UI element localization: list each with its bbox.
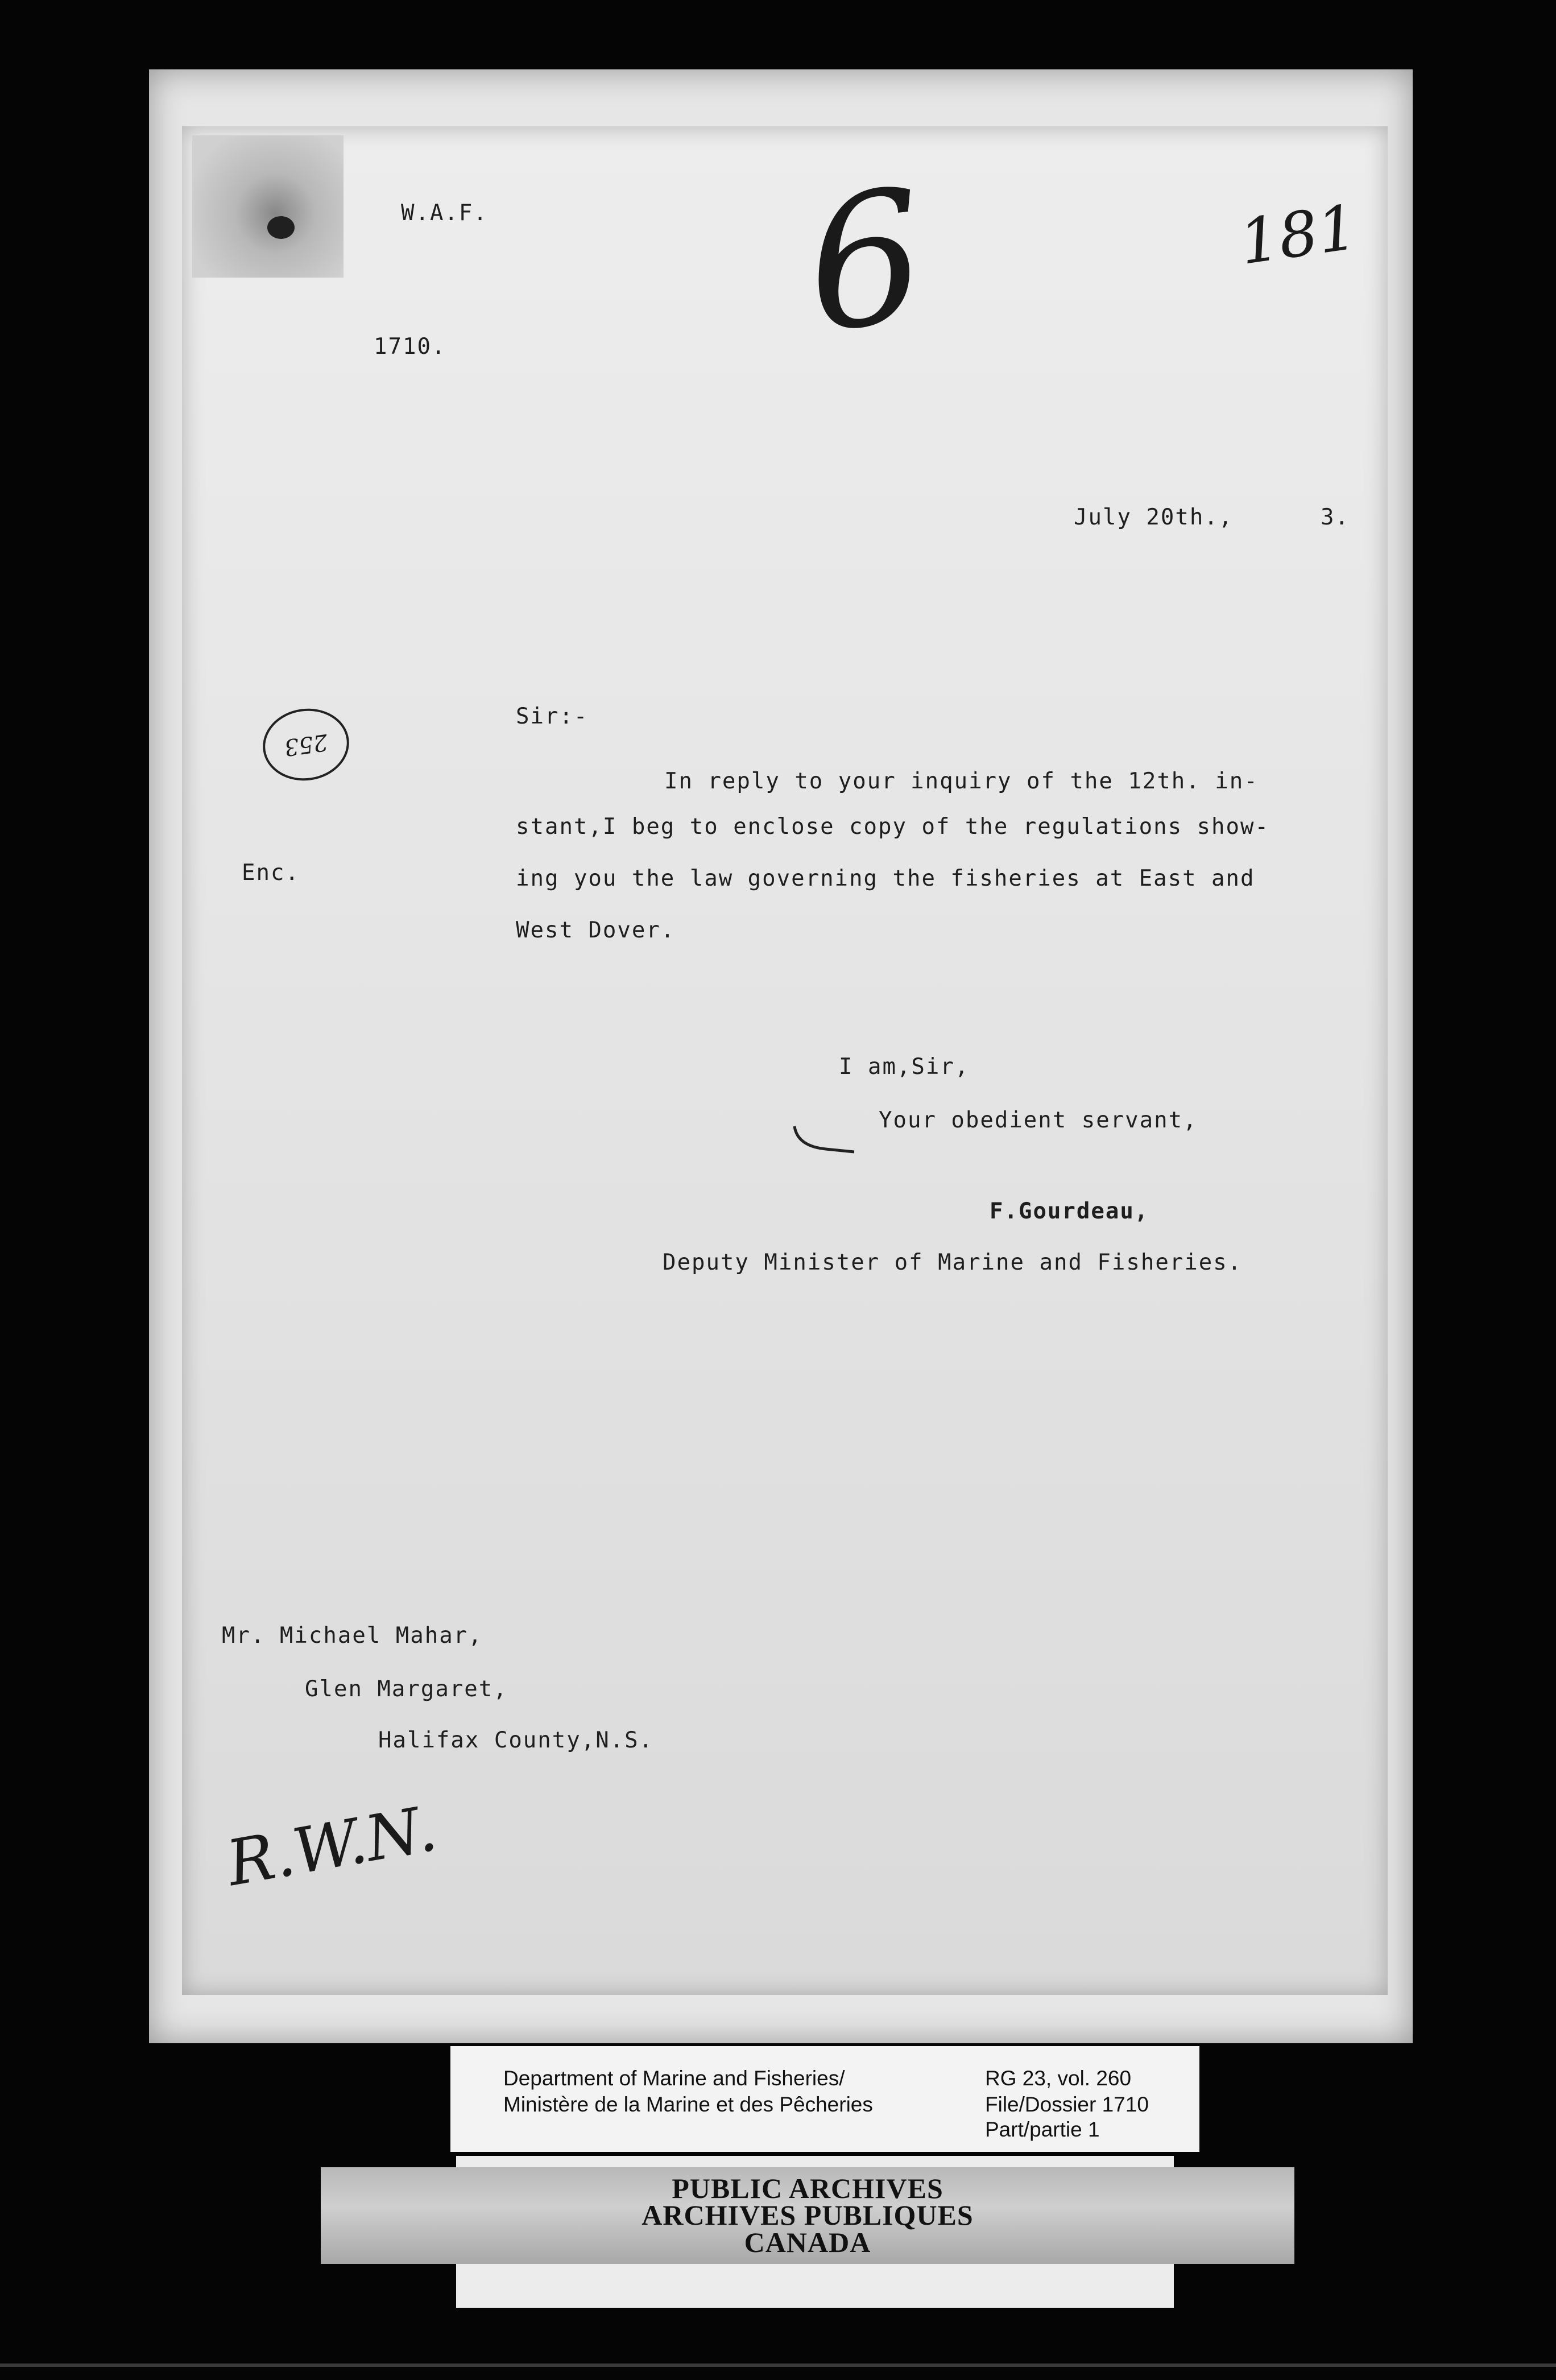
recipient-name: Mr. Michael Mahar, [222,1623,483,1648]
archive-part: Part/partie 1 [985,2118,1100,2141]
signature-title: Deputy Minister of Marine and Fisheries. [663,1250,1243,1275]
handwritten-page-number: 181 [1235,192,1362,279]
archive-file: File/Dossier 1710 [985,2093,1149,2116]
letter-year: 3. [1321,505,1350,530]
public-archives-stamp [321,2167,1294,2264]
closing-line: Your obedient servant, [879,1108,1198,1133]
recipient-address-line: Glen Margaret, [305,1676,508,1702]
sender-initials: W.A.F. [401,200,488,226]
recipient-address-line: Halifax County,N.S. [378,1728,654,1753]
body-line: ing you the law governing the fisheries at East and [516,866,1255,891]
circled-number-annotation: 253 [258,703,354,786]
enclosure-mark: Enc. [242,860,300,886]
archives-stamp-line: ARCHIVES PUBLIQUES [642,2199,974,2232]
body-line: In reply to your inquiry of the 12th. in- [664,768,1259,794]
signature-name: F.Gourdeau, [990,1199,1149,1224]
body-line: West Dover. [516,918,676,943]
scan-edge [0,2364,1556,2367]
file-number: 1710. [374,334,446,360]
handwritten-initials: R.W.N. [221,1791,442,1900]
archive-reference: RG 23, vol. 260 [985,2067,1132,2090]
handwritten-folio-letter: 6 [797,150,934,373]
archives-stamp-line: PUBLIC ARCHIVES [672,2172,943,2204]
corner-stain [192,135,344,278]
department-english: Department of Marine and Fisheries/ [503,2067,845,2090]
salutation: Sir:- [516,704,589,729]
letter-page [182,126,1388,1995]
handwritten-tick-mark [792,1123,860,1158]
letter-date: July 20th., [1074,505,1234,530]
closing-line: I am,Sir, [839,1054,970,1080]
punch-hole [267,216,295,239]
body-line: stant,I beg to enclose copy of the regulations show- [516,814,1269,840]
department-french: Ministère de la Marine et des Pêcheries [503,2093,873,2116]
archives-stamp-line: CANADA [744,2226,871,2258]
